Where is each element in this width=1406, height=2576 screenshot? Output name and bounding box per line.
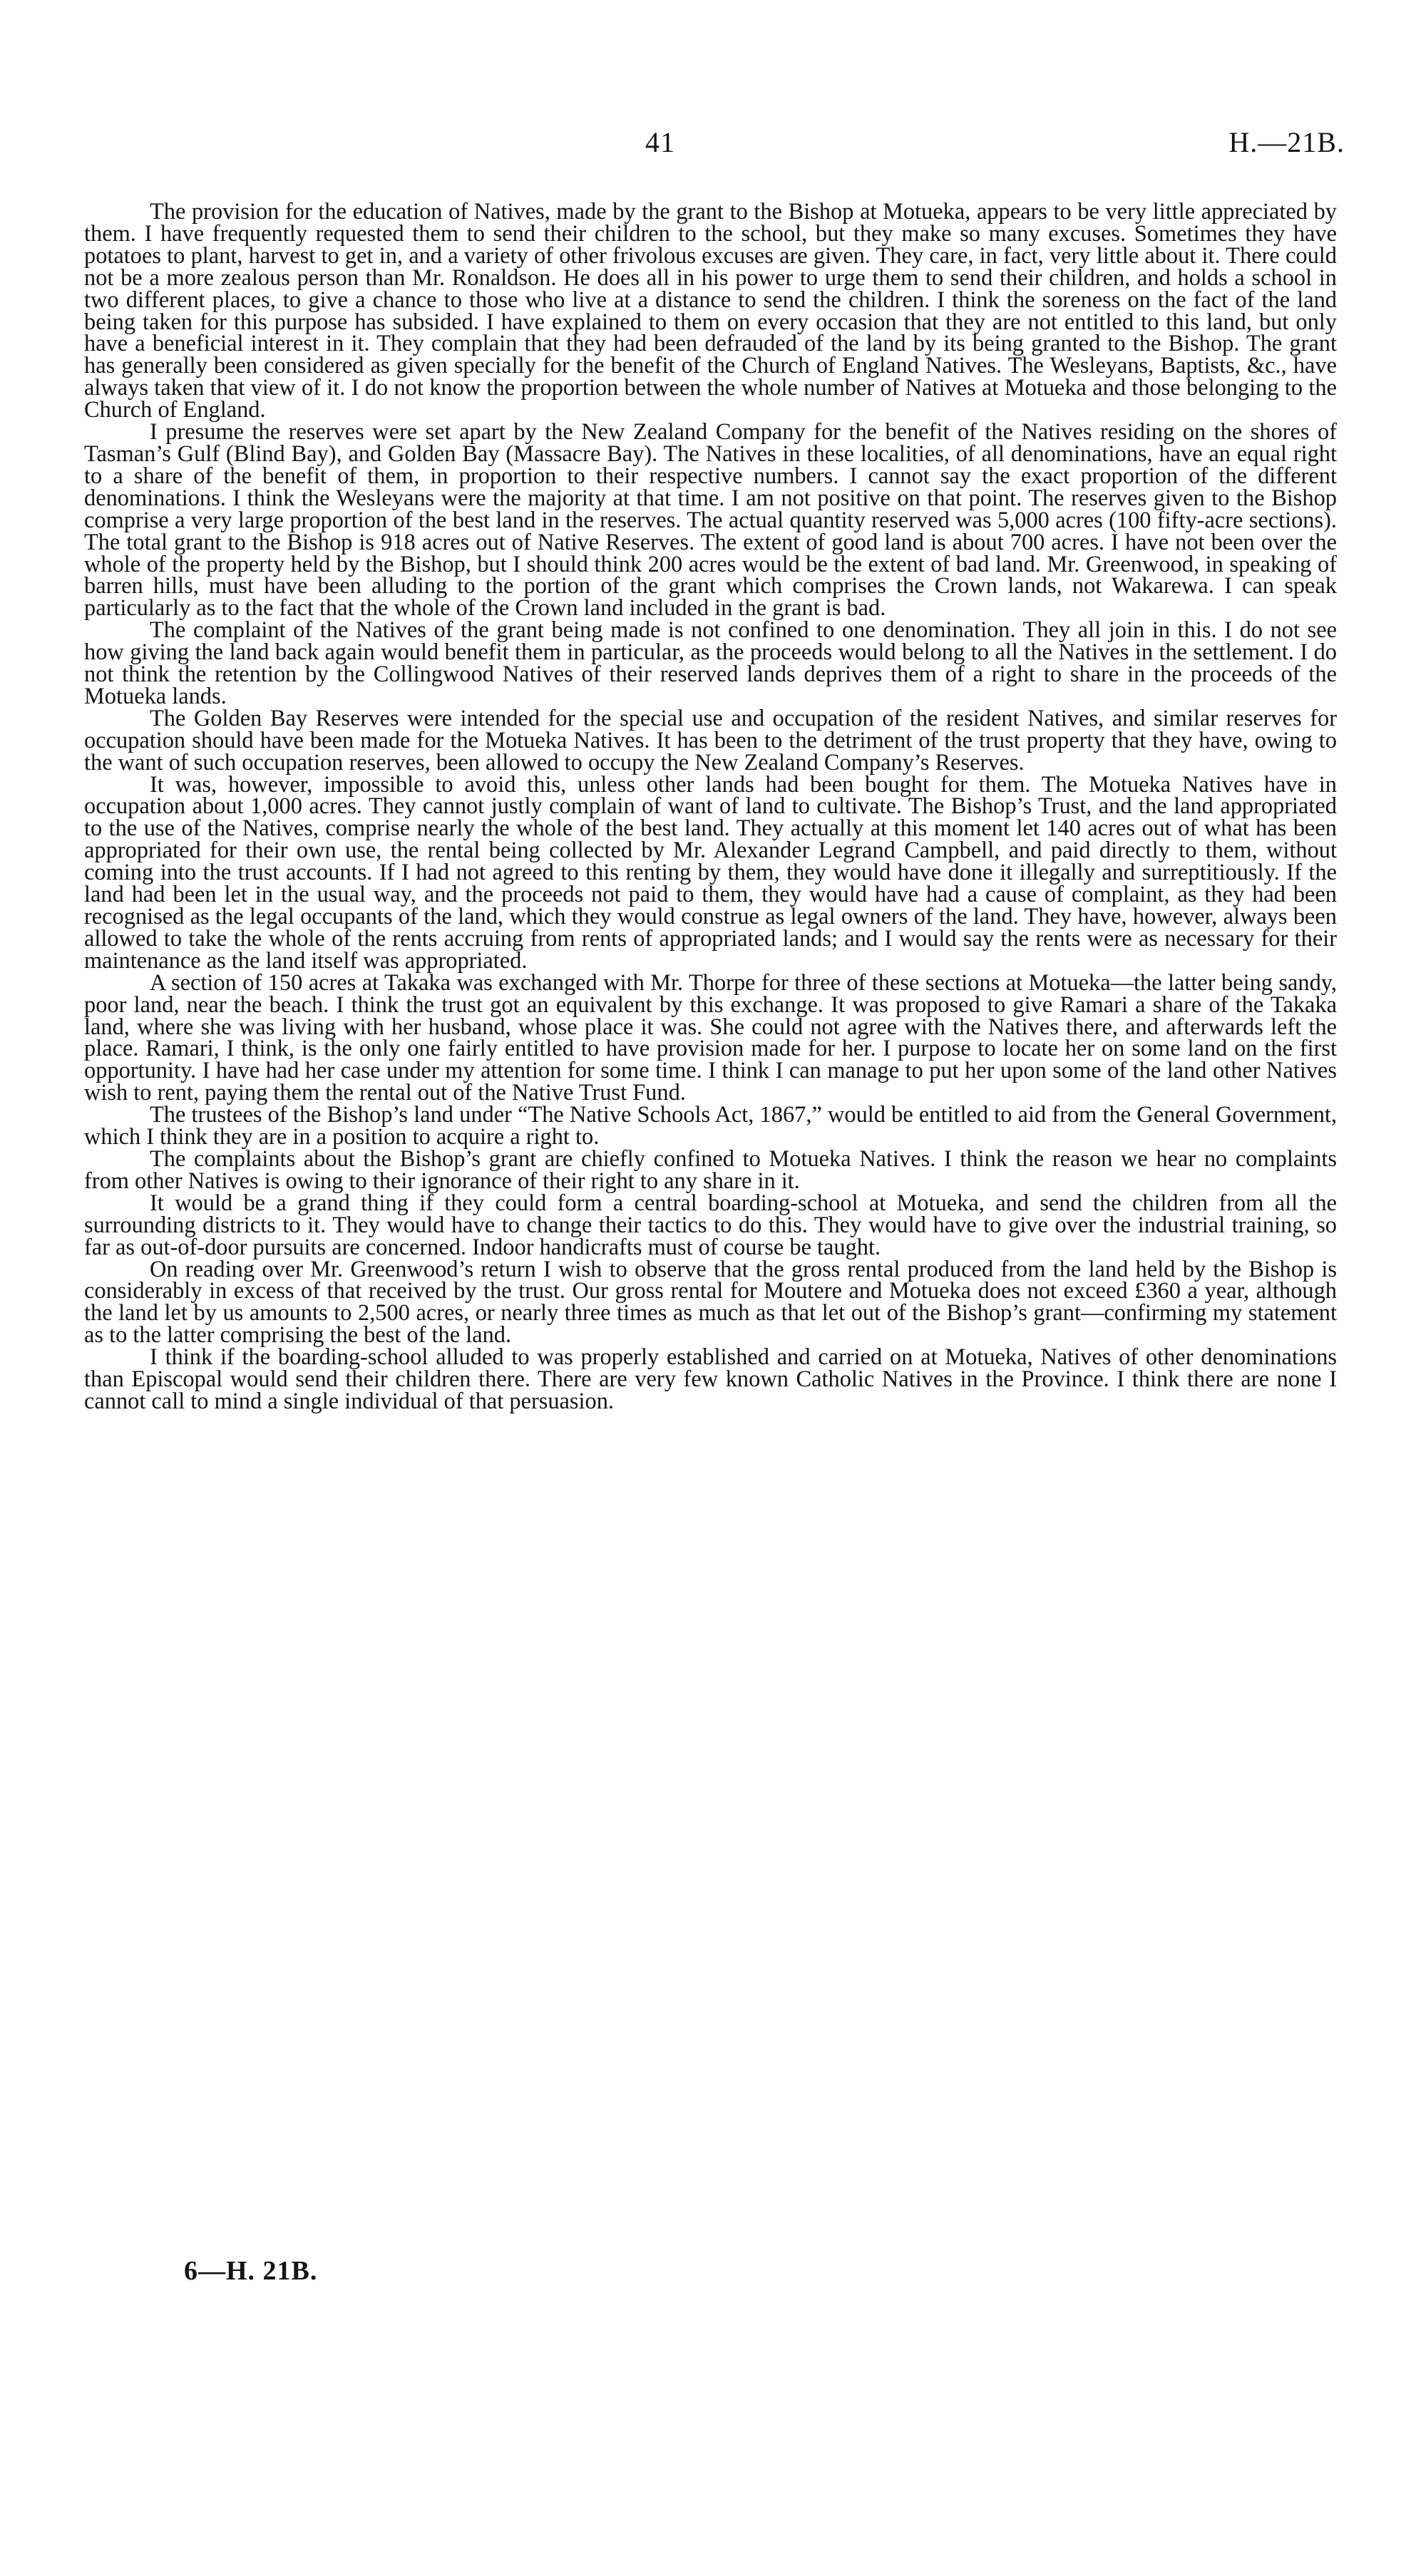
paragraph: The provision for the education of Natives, made by the grant to the Bishop at Motueka, appears to be very little appreciated by them. I have frequently requested them to send their children to the school, but they make so many excuses. Sometimes they have potatoes to plant, harvest to get in, and a variety of other frivolous excuses are given. They care, in fact, very little about it. There could not be a more zealous person than Mr. Ronaldson. He does all in his power to urge them to send their children, and holds a school in two different places, to give a chance to those who live at a distance to send the children. I think the soreness on the fact of the land being taken for this purpose has subsided. I have explained to them on every occasion that they are not entitled to this land, but only have a beneficial interest in it. They complain that they had been defrauded of the land by its being granted to the Bishop. The grant has generally been considered as given specially for the benefit of the Church of England Natives. The Wesleyans, Baptists, &c., have always taken that view of it. I do not know the proportion between the whole number of Natives at Motueka and those belonging to the Church of England. [84, 199, 1337, 423]
document-reference: H.—21B. [1228, 126, 1345, 158]
paragraph: The complaint of the Natives of the grant being made is not confined to one denomination. They all join in this. I do not see how giving the land back again would benefit them in particular, as the proceeds would belong to all the Natives in the settlement. I do not think the retention by the Collingwood Natives of their reserved lands deprives them of a right to share in the proceeds of the Motueka lands. [84, 617, 1337, 709]
paragraph: It was, however, impossible to avoid this, unless other lands had been bought for them. The Motueka Natives have in occupation about 1,000 acres. They cannot justly complain of want of land to cultivate. The Bishop’s Trust, and the land appropriated to the use of the Natives, comprise nearly the whole of the best land. They actually at this moment let 140 acres out of what has been appropriated for their own use, the rental being collected by Mr. Alexander Legrand Campbell, and paid directly to them, without coming into the trust accounts. If I had not agreed to this renting by them, they would have done it illegally and surreptitiously. If the land had been let in the usual way, and the proceeds not paid to them, they would have had a cause of complaint, as they had been recognised as the legal occupants of the land, which they would construe as legal owners of the land. They have, however, always been allowed to take the whole of the rents accruing from rents of appropriated lands; and I would say the rents were as necessary for their maintenance as the land itself was appropriated. [84, 771, 1337, 974]
paragraph: A section of 150 acres at Takaka was exchanged with Mr. Thorpe for three of these sections at Motueka—the latter being sandy, poor land, near the beach. I think the trust got an equivalent by this exchange. It was proposed to give Ramari a share of the Takaka land, where she was living with her husband, whose place it was. She could not agree with the Natives there, and afterwards left the place. Ramari, I think, is the only one fairly entitled to have provision made for her. I purpose to locate her on some land on the first opportunity. I have had her case under my attention for some time. I think I can manage to put her upon some of the land other Natives wish to rent, paying them the rental out of the Native Trust Fund. [84, 969, 1337, 1106]
page-number: 41 [645, 126, 675, 158]
paragraph: On reading over Mr. Greenwood’s return I wish to observe that the gross rental produced from the land held by the Bishop is considerably in excess of that received by the trust. Our gross rental for Moutere and Motueka does not exceed £360 a year, although the land let by us amounts to 2,500 acres, or nearly three times as much as that let out of the Bishop’s grant—confirming my statement as to the latter comprising the best of the land. [84, 1256, 1337, 1349]
sheet-signature: 6—H. 21B. [184, 2256, 318, 2286]
paragraph: I think if the boarding-school alluded to was properly established and carried on at Motueka, Natives of other denominations than Episcopal would send their children there. There are very few known Catholic Natives in the Province. I think there are none I cannot call to mind a single individual of that persuasion. [84, 1344, 1337, 1414]
body-text [84, 201, 1337, 1413]
paragraph: The complaints about the Bishop’s grant are chiefly confined to Motueka Natives. I think the reason we hear no complaints from other Natives is owing to their ignorance of their right to any share in it. [84, 1145, 1337, 1194]
paragraph: I presume the reserves were set apart by the New Zealand Company for the benefit of the Natives residing on the shores of Tasman’s Gulf (Blind Bay), and Golden Bay (Massacre Bay). The Natives in these localities, of all denominations, have an equal right to a share of the benefit of them, in proportion to their respective numbers. I cannot say the exact proportion of the different denominations. I think the Wesleyans were the majority at that time. I am not positive on that point. The reserves given to the Bishop comprise a very large proportion of the best land in the reserves. The actual quantity reserved was 5,000 acres (100 fifty-acre sections). The total grant to the Bishop is 918 acres out of Native Reserves. The extent of good land is about 700 acres. I have not been over the whole of the property held by the Bishop, but I should think 200 acres would be the extent of bad land. Mr. Greenwood, in speaking of barren hills, must have been alluding to the portion of the grant which comprises the Crown lands, not Wakarewa. I can speak particularly as to the fact that the whole of the Crown land included in the grant is bad. [84, 419, 1337, 622]
paragraph: The trustees of the Bishop’s land under “The Native Schools Act, 1867,” would be entitled to aid from the General Government, which I think they are in a position to acquire a right to. [84, 1102, 1337, 1150]
paragraph: It would be a grand thing if they could form a central boarding-school at Motueka, and send the children from all the surrounding districts to it. They would have to change their tactics to do this. They would have to give over the industrial training, so far as out-of-door pursuits are concerned. Indoor handicrafts must of course be taught. [84, 1190, 1337, 1260]
paragraph: The Golden Bay Reserves were intended for the special use and occupation of the resident Natives, and similar reserves for occupation should have been made for the Motueka Natives. It has been to the detriment of the trust property that they have, owing to the want of such occupation reserves, been allowed to occupy the New Zealand Company’s Reserves. [84, 705, 1337, 776]
